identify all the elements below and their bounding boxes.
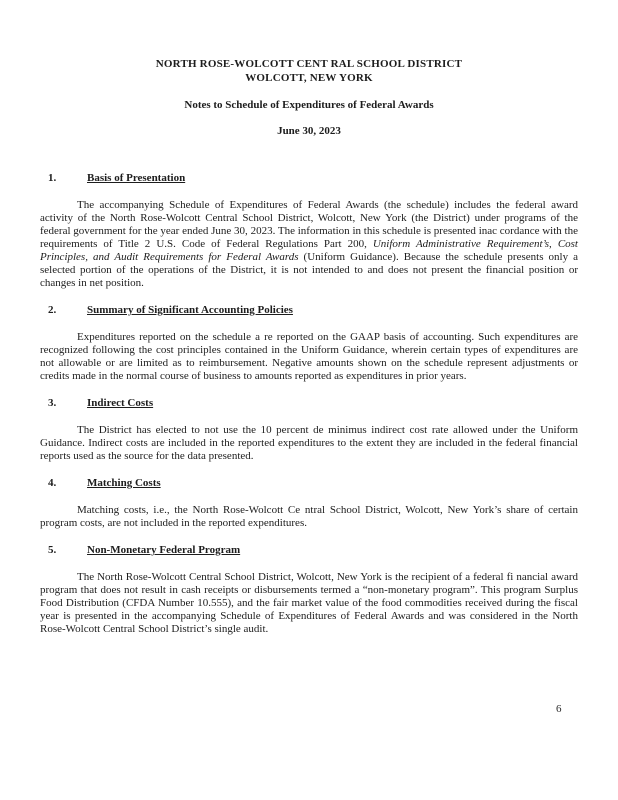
section-matching-costs (40, 477, 578, 530)
page-number: 6 (556, 703, 562, 715)
section-heading: Summary of Significant Accounting Policies (87, 304, 293, 316)
section-number: 4. (48, 477, 57, 489)
section-non-monetary-federal-program (40, 544, 578, 636)
section-paragraph: Expenditures reported on the schedule a re reported on the GAAP basis of accounting. Such expenditures are recognized following the cost principles contained in the Uniform Guidance, wherein certain types of expenditures are not allowable or are limited as to reimbursement. Negative amounts shown on the schedule represent adjustments or credits made in the normal course of business to amounts reported as expenditures in prior years. (40, 331, 578, 382)
paragraph-text: The accompanying Schedule of Expenditures of Federal Awards (the schedule) includes the federal award activity of the North Rose-Wolcott Central School District, Wolcott, New York (the District) under programs of the federal government for the year ended June 30, 2023. The information in this schedule is presented inac cordance with the requirements of Title 2 U.S. Code of Federal Regulations Part 200, (40, 199, 578, 250)
section-paragraph (40, 199, 578, 290)
section-heading: Basis of Presentation (87, 172, 186, 184)
document-date: June 30, 2023 (277, 125, 341, 137)
section-paragraph: The District has elected to not use the 10 percent de minimus indirect cost rate allowed under the Uniform Guidance. Indirect costs are included in the reported expenditures to the extent they are included in the federal financial reports used as the source for the data presented. (40, 424, 578, 462)
section-heading: Indirect Costs (87, 397, 154, 409)
section-heading: Non-Monetary Federal Program (87, 544, 241, 556)
section-heading-row (40, 477, 578, 490)
section-number: 1. (48, 172, 57, 184)
section-number: 2. (48, 304, 57, 316)
regulation-title-italic: Uniform Administrative Requirement’s, Cost Principles, and Audit Requirements for Federal Awards (40, 238, 578, 263)
section-paragraph: The North Rose-Wolcott Central School District, Wolcott, New York is the recipient of a federal fi nancial award program that does not result in cash receipts or disbursements termed a “non-monetary program”. This program Surplus Food Distribution (CFDA Number 10.555), and the fair market value of the food commodities received during the fiscal year is presented in the accompanying Schedule of Expenditures of Federal Awards and was considered in the North Rose-Wolcott Central School District’s single audit. (40, 571, 578, 635)
notes-body (40, 172, 578, 636)
section-basis-of-presentation (40, 172, 578, 290)
paragraph-text: (Uniform Guidance). Because the schedule presents only a selected portion of the operations of the District, it is not intended to and does not present the financial position or changes in net position. (40, 251, 578, 289)
section-heading: Matching Costs (87, 477, 161, 489)
district-location: WOLCOTT, NEW YORK (245, 72, 373, 84)
section-heading-row (40, 544, 578, 557)
document-title: Notes to Schedule of Expenditures of Federal Awards (184, 99, 434, 111)
section-number: 3. (48, 397, 57, 409)
document-header (40, 57, 578, 138)
section-heading-row (40, 172, 578, 185)
section-summary-of-significant-accounting-policies (40, 304, 578, 383)
section-heading-row (40, 304, 578, 317)
section-paragraph: Matching costs, i.e., the North Rose-Wolcott Ce ntral School District, Wolcott, New York’s share of certain program costs, are not included in the reported expenditures. (40, 504, 578, 529)
section-indirect-costs (40, 397, 578, 463)
section-number: 5. (48, 544, 57, 556)
section-heading-row (40, 397, 578, 410)
district-name: NORTH ROSE-WOLCOTT CENT RAL SCHOOL DISTRICT (155, 58, 463, 70)
